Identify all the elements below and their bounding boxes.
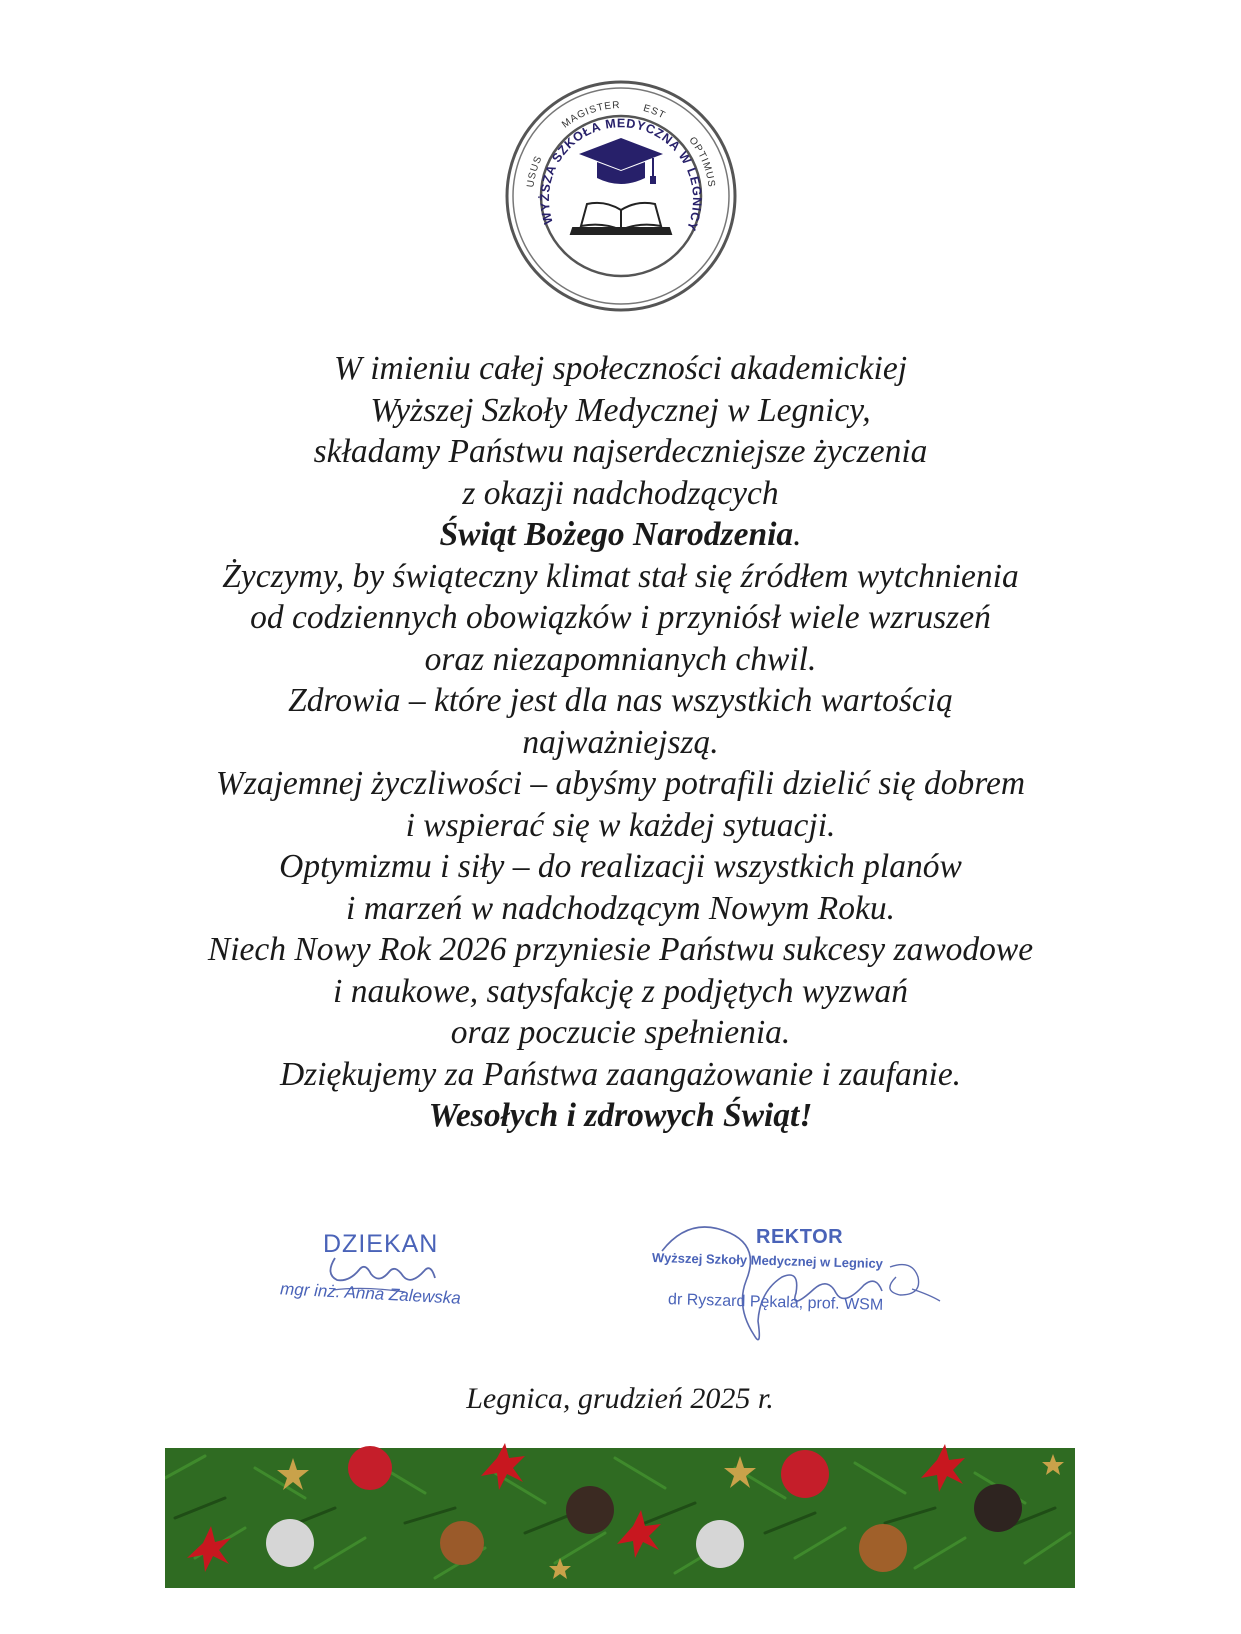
greeting-line: oraz niezapomnianych chwil. (424, 640, 817, 678)
greeting-line: najważniejszą. (522, 723, 719, 761)
greeting-line: Wyższej Szkoły Medycznej w Legnicy, (370, 391, 871, 429)
greeting-line: Optymizmu i siły – do realizacji wszystkich planów (279, 848, 962, 885)
greeting-highlight-line (100, 514, 1141, 556)
garland-icon (165, 1438, 1075, 1598)
greeting-line: Zdrowia – które jest dla nas wszystkich wartością (288, 682, 953, 719)
svg-text:MAGISTER: MAGISTER (560, 99, 621, 131)
dean-name: mgr inż. Anna Zalewska (279, 1279, 462, 1308)
logo-seal-icon (503, 78, 739, 314)
rector-title: REKTOR (756, 1226, 844, 1248)
place-and-date: Legnica, grudzień 2025 r. (466, 1382, 774, 1415)
rector-signature-stamp (650, 1215, 990, 1355)
holiday-name: Świąt Bożego Narodzenia (439, 516, 794, 553)
rector-institution: Wyższej Szkoły Medycznej w Legnicy (651, 1249, 884, 1272)
university-logo (503, 78, 739, 314)
greeting-line: Życzymy, by świąteczny klimat stał się źródłem wytchnienia (222, 557, 1019, 595)
open-book-icon (571, 203, 671, 234)
dean-signature-stamp (275, 1230, 525, 1320)
greeting-line: Niech Nowy Rok 2026 przyniesie Państwu sukcesy zawodowe (207, 931, 1034, 968)
graduation-cap-icon (579, 138, 663, 184)
rector-name: dr Ryszard Pękala, prof. WSM (667, 1291, 884, 1314)
greeting-line: Dziękujemy za Państwa zaangażowanie i zaufanie. (279, 1055, 962, 1093)
closing-wish: Wesołych i zdrowych Świąt! (428, 1097, 813, 1134)
greeting-line: i naukowe, satysfakcję z podjętych wyzwań (333, 972, 908, 1010)
svg-text:WYŻSZA SZKOŁA MEDYCZNA W LEGNI: WYŻSZA SZKOŁA MEDYCZNA W LEGNICY (537, 116, 705, 234)
greeting-line: i wspierać się w każdej sytuacji. (405, 806, 836, 844)
svg-text:OPTIMUS: OPTIMUS (686, 135, 717, 189)
greeting-line: składamy Państwu najserdeczniejsze życzenia (313, 433, 928, 470)
greeting-line: z okazji nadchodzących (462, 474, 779, 512)
holiday-punct: . (793, 516, 802, 553)
christmas-garland (165, 1438, 1075, 1598)
greeting-line: W imieniu całej społeczności akademickiej (333, 350, 908, 387)
svg-text:USUS: USUS (525, 154, 545, 189)
svg-text:EST: EST (641, 103, 668, 122)
greeting-line: Wzajemnej życzliwości – abyśmy potrafili dzielić się dobrem (215, 765, 1026, 802)
greeting-text (100, 348, 1141, 1137)
greeting-line: oraz poczucie spełnienia. (450, 1014, 791, 1051)
dean-title: DZIEKAN (323, 1230, 439, 1258)
greeting-line: i marzeń w nadchodzącym Nowym Roku. (346, 889, 895, 927)
greeting-line: od codziennych obowiązków i przyniósł wiele wzruszeń (250, 599, 991, 636)
